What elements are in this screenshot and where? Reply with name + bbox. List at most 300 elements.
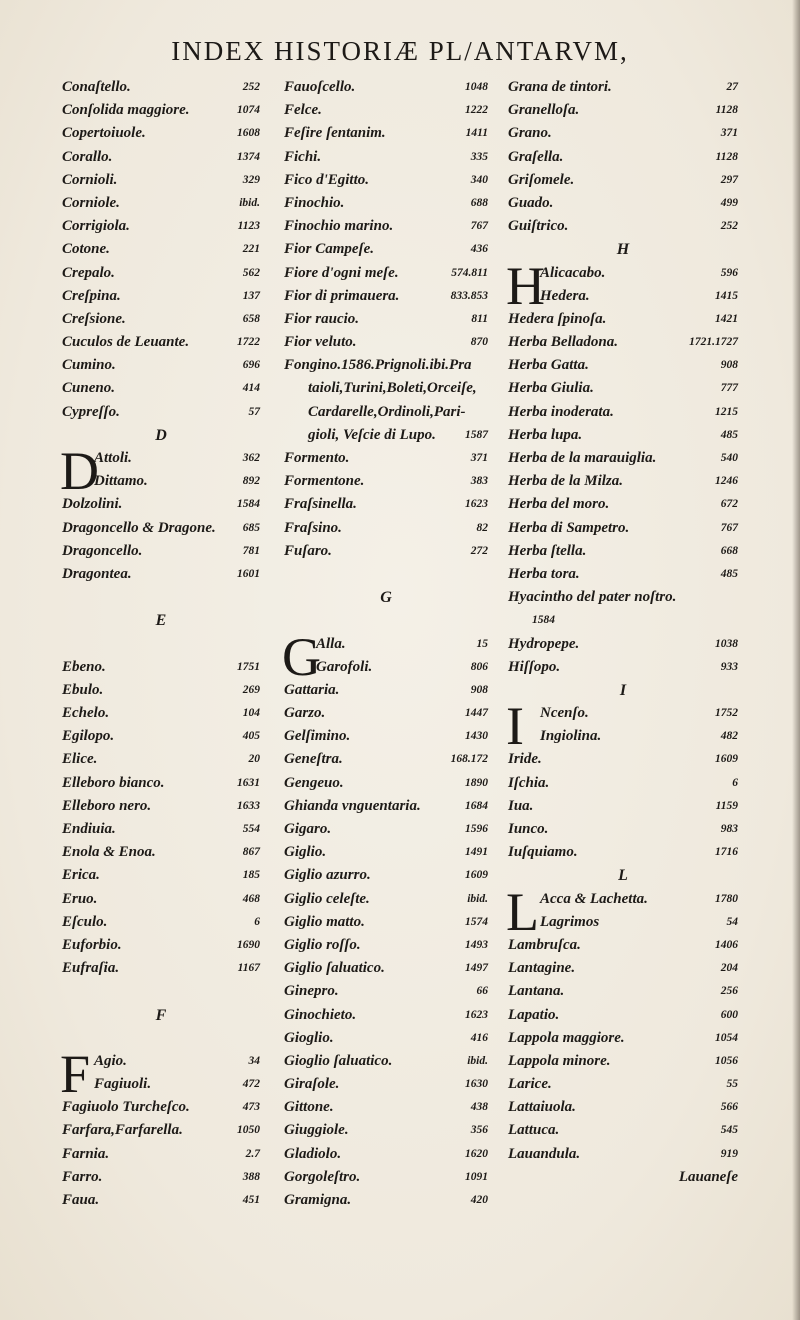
index-entry — [62, 146, 260, 169]
index-entry — [508, 493, 738, 516]
entry-name: Gladiolo. — [284, 1145, 342, 1162]
page-number: 485 — [720, 567, 738, 580]
index-entry — [508, 772, 738, 795]
index-entry — [284, 285, 488, 308]
page-number: 767 — [720, 521, 738, 534]
page-number: 1630 — [465, 1078, 488, 1091]
entry-name: Graſella. — [508, 148, 564, 165]
index-entry — [508, 401, 738, 424]
index-entry-continued: Hyacintho del pater noſtro. — [508, 589, 677, 606]
index-entry — [284, 308, 488, 331]
page-number: 1222 — [465, 104, 488, 117]
index-entry — [62, 795, 260, 818]
entry-name: Fagiuolo Turcheſco. — [62, 1099, 190, 1116]
index-entry — [284, 1096, 488, 1119]
blank-line — [62, 586, 260, 609]
entry-name: Herba ſtella. — [508, 542, 587, 559]
index-entry — [284, 911, 488, 934]
index-entry — [62, 238, 260, 261]
index-entry — [62, 447, 260, 470]
page-number: 1684 — [465, 799, 488, 812]
index-entry — [508, 99, 738, 122]
index-entry — [284, 192, 488, 215]
entry-name: Herba lupa. — [508, 426, 583, 443]
page-number: 1447 — [465, 707, 488, 720]
page-number: 252 — [720, 220, 738, 233]
page-number: 908 — [470, 683, 488, 696]
entry-name: Ginepro. — [284, 983, 339, 1000]
page-number: 1374 — [237, 150, 260, 163]
page-number: 1780 — [715, 892, 738, 905]
index-entry — [508, 633, 738, 656]
index-entry — [284, 1027, 488, 1050]
entry-name: Formentone. — [284, 473, 365, 490]
index-entry — [508, 957, 738, 980]
page-number: 1056 — [715, 1054, 738, 1067]
page-number: 1608 — [237, 127, 260, 140]
index-entry — [508, 1119, 738, 1142]
index-entry — [508, 725, 738, 748]
page-number: 1159 — [715, 799, 738, 812]
index-entry — [62, 934, 260, 957]
index-entry — [508, 1004, 738, 1027]
page-number: 2.7 — [245, 1147, 260, 1160]
entry-name: Finochio marino. — [284, 218, 394, 235]
index-entry — [62, 76, 260, 99]
index-entry — [284, 169, 488, 192]
page-number: 405 — [242, 730, 260, 743]
page-number: 1609 — [715, 753, 738, 766]
page-number: 269 — [242, 683, 260, 696]
index-entry — [508, 1143, 738, 1166]
page-number: 781 — [242, 544, 260, 557]
page-number: 658 — [242, 312, 260, 325]
entry-name: Gengeuo. — [284, 774, 344, 791]
page-number: 1609 — [465, 869, 488, 882]
entry-name: Iride. — [508, 751, 542, 768]
page-number: 1246 — [715, 475, 738, 488]
index-entry — [284, 262, 488, 285]
entry-name: Farnia. — [62, 1145, 110, 1162]
drop-capital: I — [506, 696, 524, 757]
index-entry — [284, 122, 488, 145]
entry-name: Geneſtra. — [284, 751, 343, 768]
index-entry-continued: Fongino.1586.Prignoli.ibi.Pra — [284, 357, 472, 374]
entry-name: Corrigiola. — [62, 218, 130, 235]
page-title: INDEX HISTORIÆ PL/ANTARVM, — [171, 36, 629, 66]
entry-name: Garofoli. — [316, 658, 373, 675]
entry-name: Eſculo. — [62, 913, 108, 930]
page-number: 806 — [470, 660, 488, 673]
entry-name: Elice. — [62, 751, 98, 768]
entry-name: Herba inoderata. — [508, 403, 614, 420]
initial-block — [506, 255, 738, 316]
index-entry — [284, 470, 488, 493]
index-entry — [62, 401, 260, 424]
index-entry-continued: Cardarelle,Ordinoli,Pari- — [308, 403, 466, 420]
index-entry — [62, 308, 260, 331]
page-number: 362 — [242, 452, 260, 464]
entry-name: Alla. — [316, 635, 346, 652]
page-number: 482 — [720, 730, 738, 743]
page-number: 1050 — [237, 1124, 260, 1137]
entry-name: Gelſimino. — [284, 728, 351, 745]
index-entry — [508, 262, 738, 285]
entry-name: Fichi. — [284, 148, 322, 165]
entry-name: Gattaria. — [284, 681, 340, 698]
index-entry — [62, 215, 260, 238]
entry-name: Creſpina. — [62, 287, 121, 304]
index-entry — [284, 888, 488, 911]
page-number: 1584 — [237, 498, 260, 511]
entry-name: Cornioli. — [62, 171, 118, 188]
entry-name: Corniole. — [62, 194, 120, 211]
page-number: 329 — [242, 173, 260, 186]
page-number: 485 — [720, 428, 738, 441]
entry-name: Granelloſa. — [508, 102, 580, 119]
page-number: 833.853 — [450, 289, 488, 302]
page-number: 685 — [242, 521, 260, 534]
page-number: 297 — [720, 173, 738, 186]
page-number: 1128 — [715, 104, 738, 117]
entry-name: Gigaro. — [284, 821, 332, 837]
page-number: 451 — [242, 1194, 260, 1206]
page-number: 468 — [242, 892, 260, 905]
page-number: 1497 — [465, 962, 488, 975]
page-number: 1890 — [465, 776, 488, 789]
index-entry-continued: taioli,Turini,Boleti,Orceiſe, — [308, 380, 477, 397]
index-entry — [508, 818, 738, 841]
entry-name: Lappola maggiore. — [508, 1029, 625, 1046]
entry-name: Giglio. — [284, 844, 327, 861]
entry-name: Lantagine. — [508, 960, 576, 977]
entry-name: Guado. — [508, 194, 554, 211]
index-entry — [508, 980, 738, 1003]
page-number: 1048 — [465, 81, 488, 93]
index-entry — [62, 377, 260, 400]
page-number: 438 — [470, 1101, 488, 1114]
index-entry — [508, 888, 738, 911]
index-entry — [508, 76, 738, 99]
index-entry — [284, 1004, 488, 1027]
page-number: 54 — [726, 915, 738, 928]
entry-name: Dragoncello. — [62, 542, 143, 559]
blank-line — [284, 563, 488, 586]
page-number: ibid. — [467, 892, 488, 905]
index-entry — [284, 818, 488, 841]
entry-name: Cotone. — [62, 241, 110, 258]
entry-name: Cuneno. — [62, 380, 115, 397]
page-number: ibid. — [239, 196, 260, 209]
entry-name: Felce. — [284, 102, 322, 119]
section-letter: G — [380, 589, 392, 607]
entry-name: Eruo. — [62, 890, 98, 907]
index-entry — [62, 540, 260, 563]
entry-name: Fuſaro. — [284, 542, 332, 559]
index-entry — [284, 1143, 488, 1166]
page-number: 688 — [470, 196, 488, 209]
blank-line — [62, 1027, 260, 1050]
page-number: 55 — [726, 1078, 738, 1091]
index-entry — [62, 656, 260, 679]
page-number: 371 — [720, 127, 738, 140]
entry-name: Fiore d'ogni meſe. — [284, 264, 399, 281]
index-entry — [508, 540, 738, 563]
page-number: 1074 — [237, 104, 260, 117]
entry-name: Giraſole. — [284, 1076, 340, 1093]
index-entry — [62, 679, 260, 702]
page-number: 767 — [470, 220, 488, 233]
page-number: 1430 — [465, 730, 488, 743]
index-entry — [508, 122, 738, 145]
page-number: 82 — [476, 521, 488, 534]
entry-name: Iſchia. — [508, 774, 550, 791]
index-entry — [508, 702, 738, 725]
index-entry — [284, 980, 488, 1003]
page-number: 1091 — [465, 1170, 488, 1183]
page-number: 1752 — [715, 707, 738, 720]
index-entry — [508, 447, 738, 470]
index-entry — [508, 517, 738, 540]
page-number: 1596 — [465, 823, 488, 835]
index-entry — [62, 1096, 260, 1119]
page-number: 777 — [720, 382, 738, 395]
entry-name: Conſolida maggiore. — [62, 102, 190, 119]
index-entry — [284, 1073, 488, 1096]
index-entry — [62, 99, 260, 122]
page-number: 672 — [720, 498, 738, 511]
page-number: 1406 — [715, 938, 738, 951]
page-number: 562 — [242, 266, 260, 279]
page-number: 272 — [470, 544, 488, 557]
index-entry — [62, 818, 260, 841]
page-number: 335 — [470, 150, 488, 163]
index-entry — [284, 934, 488, 957]
page-number: 919 — [720, 1147, 738, 1160]
index-entry — [284, 1166, 488, 1189]
index-entry — [62, 888, 260, 911]
page-number: 1215 — [715, 405, 738, 418]
page-number: 57 — [248, 405, 260, 418]
page-number: 414 — [242, 382, 260, 395]
entry-name: Fior veluto. — [284, 334, 357, 351]
entry-name: Fior di primauera. — [284, 287, 400, 304]
section-letter: H — [616, 241, 630, 259]
initial-block — [60, 1043, 260, 1104]
entry-name: Gioglio. — [284, 1029, 334, 1046]
page-number: 540 — [720, 452, 738, 464]
entry-name: Dolzolini. — [62, 496, 123, 513]
entry-name: Iunco. — [508, 821, 549, 837]
index-entry — [284, 656, 488, 679]
page-number: 1167 — [237, 962, 260, 975]
page-number: 472 — [242, 1078, 260, 1091]
initial-block — [282, 626, 488, 687]
entry-name: Finochio. — [284, 194, 345, 211]
index-entry — [62, 957, 260, 980]
page-number: 1587 — [465, 428, 488, 441]
entry-name: Cumino. — [62, 357, 116, 374]
drop-capital: L — [506, 881, 539, 942]
entry-name: Agio. — [94, 1052, 127, 1069]
page-number: 185 — [242, 869, 260, 882]
index-entry — [284, 1189, 488, 1212]
index-entry — [508, 934, 738, 957]
index-entry — [284, 238, 488, 261]
index-entry — [284, 447, 488, 470]
entry-name: Fauoſcello. — [284, 79, 356, 95]
page-number: 1574 — [465, 915, 488, 928]
entry-name: Hedera ſpinoſa. — [508, 310, 607, 327]
entry-name: Endiuia. — [62, 821, 116, 837]
entry-name: Herba de la marauiglia. — [508, 450, 657, 466]
index-entry — [508, 354, 738, 377]
page-number: 554 — [242, 823, 260, 835]
page-number: 1421 — [715, 312, 738, 325]
entry-name: Enola & Enoa. — [62, 844, 156, 861]
entry-name: Larice. — [508, 1076, 552, 1093]
index-entry — [284, 772, 488, 795]
index-entry — [62, 1073, 260, 1096]
index-entry — [62, 331, 260, 354]
entry-name: Egilopo. — [62, 728, 115, 745]
index-entry — [508, 424, 738, 447]
index-entry — [62, 772, 260, 795]
entry-name: Corallo. — [62, 148, 113, 165]
entry-name: Elleboro nero. — [62, 797, 152, 814]
page-number: 66 — [476, 985, 488, 998]
page-number: 892 — [242, 475, 260, 488]
initial-block — [506, 696, 738, 757]
entry-name: Creſsione. — [62, 310, 126, 327]
index-entry — [508, 215, 738, 238]
index-entry — [508, 748, 738, 771]
index-entry — [508, 841, 738, 864]
index-entry — [62, 493, 260, 516]
entry-name: Guiſtrico. — [508, 218, 569, 235]
entry-name: Giglio ſaluatico. — [284, 960, 385, 977]
entry-name: Giglio roſſo. — [284, 936, 361, 953]
page-number: 1623 — [465, 1008, 488, 1021]
entry-name: Herba Giulia. — [508, 380, 594, 397]
index-entry — [508, 1027, 738, 1050]
section-letter: F — [155, 1006, 167, 1024]
entry-name: Giglio matto. — [284, 913, 365, 930]
page-number: 6 — [254, 915, 260, 928]
entry-name: Gioglio ſaluatico. — [284, 1052, 393, 1069]
entry-name: Herba del moro. — [508, 496, 610, 513]
entry-name: Ebulo. — [62, 681, 104, 698]
index-entry — [62, 517, 260, 540]
page-number: 1128 — [715, 150, 738, 163]
initial-block — [60, 441, 260, 501]
page-number: 27 — [726, 81, 738, 93]
page-number: 1415 — [715, 289, 738, 302]
page-number: 436 — [470, 243, 488, 256]
entry-name: Feſire ſentanim. — [284, 125, 386, 142]
entry-name: Giuggiole. — [284, 1122, 349, 1139]
page-number: 104 — [242, 707, 260, 720]
section-letter: L — [618, 867, 628, 885]
page-number: 1493 — [465, 938, 488, 951]
page-number: 668 — [720, 544, 738, 557]
page-number: 1054 — [715, 1031, 738, 1044]
entry-name: Fior Campeſe. — [284, 241, 374, 258]
page-number: 1716 — [715, 846, 738, 859]
page-number: 1620 — [465, 1147, 488, 1160]
index-entry — [62, 122, 260, 145]
entry-name: Ncenſo. — [540, 705, 589, 722]
index-entry — [508, 470, 738, 493]
index-entry — [284, 841, 488, 864]
entry-name: Griſomele. — [508, 171, 575, 188]
index-entry — [62, 1166, 260, 1189]
entry-name: Giglio celeſte. — [284, 890, 370, 907]
index-entry — [62, 725, 260, 748]
entry-name: Eufraſia. — [62, 960, 120, 977]
page-number: 1038 — [715, 637, 738, 650]
entry-name: Ebeno. — [62, 658, 106, 675]
blank-line — [62, 980, 260, 1003]
entry-name: Farro. — [62, 1168, 103, 1185]
page-number: 1690 — [237, 938, 260, 951]
entry-name: Cypreſſo. — [62, 403, 120, 420]
page-number: 983 — [720, 823, 738, 835]
entry-name: Herba Gatta. — [508, 357, 589, 374]
entry-name: Alicacabo. — [540, 264, 606, 281]
entry-name: Euforbio. — [62, 936, 122, 953]
entry-name: Cuculos de Leuante. — [62, 334, 190, 351]
index-entry — [62, 1050, 260, 1073]
index-entry — [508, 169, 738, 192]
index-entry — [284, 1119, 488, 1142]
page-number: 1722 — [237, 336, 260, 349]
page-number: 1601 — [237, 567, 260, 580]
entry-name: Herba Belladona. — [508, 334, 619, 351]
page-number: 168.172 — [450, 753, 488, 766]
index-entry — [284, 679, 488, 702]
page-number: 340 — [470, 173, 488, 186]
page-number: 1751 — [237, 660, 260, 673]
index-entry — [284, 540, 488, 563]
entry-name: Attoli. — [94, 450, 132, 466]
index-entry — [284, 795, 488, 818]
index-entry — [62, 1189, 260, 1212]
page-number: 383 — [470, 475, 488, 488]
page-number: 420 — [470, 1194, 488, 1206]
page-number: 600 — [720, 1008, 738, 1021]
page-number: 696 — [242, 359, 260, 372]
entry-name: Acca & Lachetta. — [540, 890, 648, 907]
entry-name: Dittamo. — [94, 473, 148, 490]
entry-name: Lauandula. — [508, 1145, 581, 1162]
index-entry — [284, 957, 488, 980]
entry-name: Fraſsino. — [284, 519, 342, 536]
index-entry — [62, 911, 260, 934]
entry-name: Grano. — [508, 125, 552, 142]
page-number: 15 — [476, 637, 488, 650]
entry-name: Herba de la Milza. — [508, 473, 623, 490]
entry-name: Iuſquiamo. — [508, 844, 578, 861]
index-entry — [62, 1119, 260, 1142]
page-number: 473 — [242, 1101, 260, 1114]
page-number: 933 — [720, 660, 738, 673]
entry-name: Conaſtello. — [62, 79, 131, 95]
entry-name: Lattaiuola. — [508, 1099, 576, 1116]
index-entry — [508, 285, 738, 308]
index-entry — [508, 911, 738, 934]
index-entry — [62, 864, 260, 887]
